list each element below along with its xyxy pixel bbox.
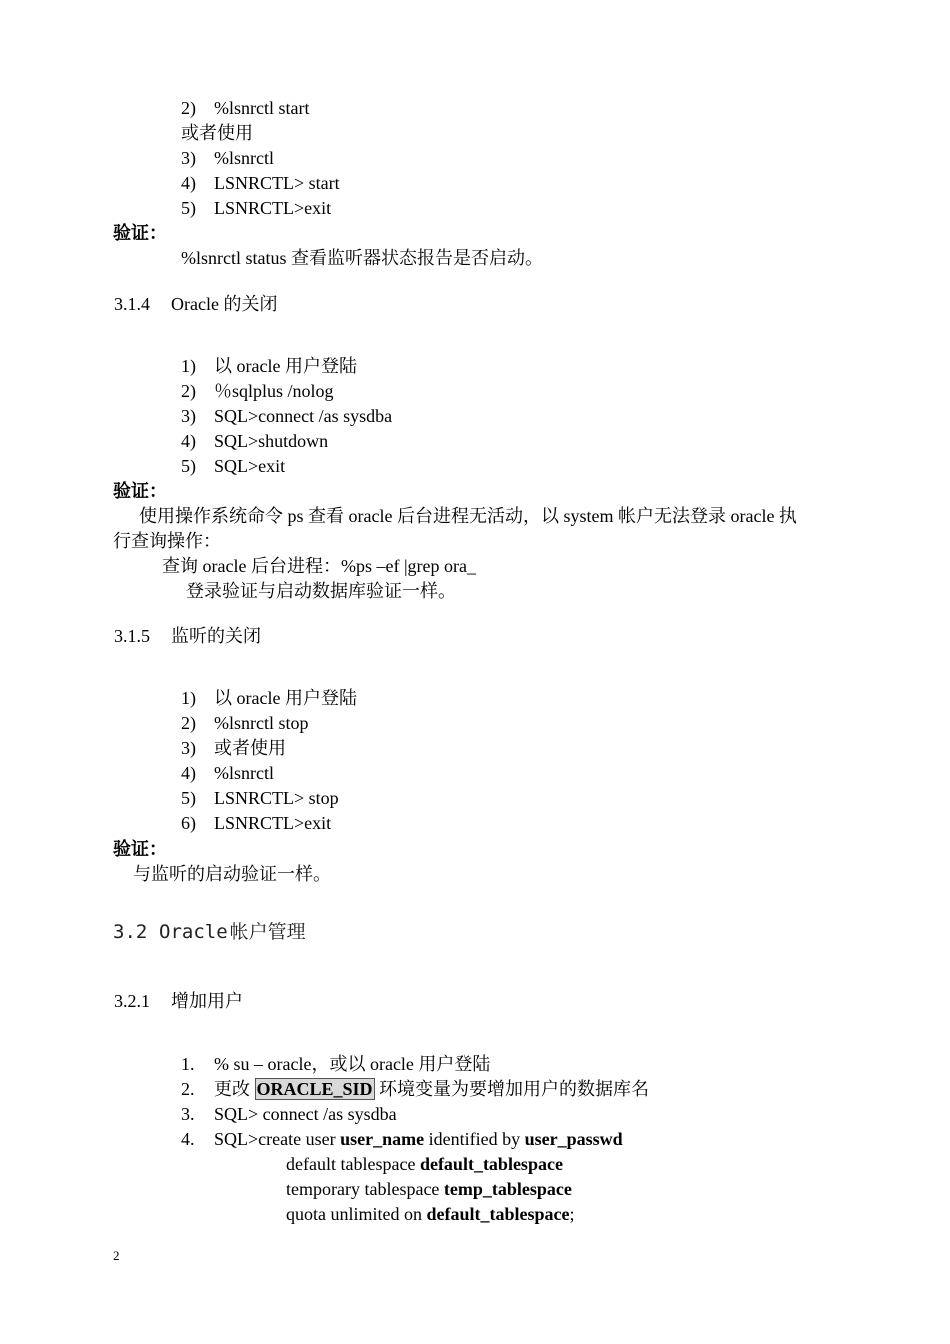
list-item	[181, 172, 340, 194]
list-number: 2)	[181, 381, 196, 401]
list-item	[181, 1103, 397, 1125]
list-item	[181, 455, 285, 477]
list-text: %lsnrctl	[214, 763, 274, 783]
list-number: 4)	[181, 173, 196, 193]
list-text: 更改	[214, 1079, 255, 1099]
section-title: 监听的关闭	[171, 626, 261, 646]
default-tablespace-param: default_tablespace	[419, 1154, 563, 1174]
list-text: LSNRCTL>exit	[214, 198, 332, 218]
list-text: LSNRCTL> start	[214, 173, 340, 193]
list-number: 1)	[181, 688, 196, 708]
list-text: ％sqlplus /nolog	[214, 381, 334, 401]
list-item	[181, 97, 309, 119]
list-text: SQL> connect /as sysdba	[214, 1104, 397, 1124]
verify-label: 验证：	[113, 839, 167, 859]
code-text: ;	[569, 1204, 575, 1224]
verify-text: 使用操作系统命令 ps 查看 oracle 后台进程无活动，以 system 帐户无法登录 oracle 执	[139, 506, 797, 526]
list-item	[181, 712, 309, 734]
verify-text: 行查询操作：	[113, 531, 221, 551]
list-item	[181, 405, 392, 427]
default-tablespace-param: default_tablespace	[426, 1204, 570, 1224]
code-line	[286, 1203, 575, 1225]
list-number: 4)	[181, 763, 196, 783]
section-title: Oracle 的关闭	[171, 294, 278, 314]
section-number: 3.1.5	[114, 626, 150, 646]
oracle-sid-highlight: ORACLE_SID	[256, 1079, 373, 1099]
code-line	[286, 1153, 563, 1175]
verify-label: 验证：	[113, 223, 167, 243]
list-number: 2)	[181, 98, 196, 118]
verify-text: 登录验证与启动数据库验证一样。	[186, 581, 456, 601]
section-title-suffix: 帐户管理	[229, 921, 306, 943]
list-text: 或者使用	[214, 738, 286, 758]
list-number: 6)	[181, 813, 196, 833]
verify-text: 查询 oracle 后台进程：%ps –ef |grep ora_	[162, 556, 477, 576]
list-text: %lsnrctl	[214, 148, 274, 168]
list-item	[181, 1053, 490, 1075]
list-text: LSNRCTL> stop	[214, 788, 339, 808]
list-text: 以 oracle 用户登陆	[214, 356, 357, 376]
section-heading-3-2	[113, 919, 306, 945]
list-item	[181, 737, 286, 759]
page-number: 2	[113, 1248, 120, 1263]
list-number: 2.	[181, 1079, 195, 1099]
list-number: 1.	[181, 1054, 195, 1074]
list-number: 3.	[181, 1104, 195, 1124]
verify-text: 与监听的启动验证一样。	[133, 864, 331, 884]
list-text: SQL>exit	[214, 456, 286, 476]
list-text: identified by	[424, 1129, 525, 1149]
list-item	[181, 1128, 623, 1150]
temp-tablespace-param: temp_tablespace	[443, 1179, 572, 1199]
list-item	[181, 812, 331, 834]
section-title: 增加用户	[171, 991, 243, 1011]
list-number: 4.	[181, 1129, 195, 1149]
list-number: 1)	[181, 356, 196, 376]
list-number: 5)	[181, 198, 196, 218]
list-text: % su – oracle，或以 oracle 用户登陆	[214, 1054, 491, 1074]
list-item	[181, 1078, 649, 1100]
list-number: 3)	[181, 148, 196, 168]
list-item	[181, 147, 274, 169]
code-text: temporary tablespace	[286, 1179, 444, 1199]
list-number: 5)	[181, 788, 196, 808]
verify-text: %lsnrctl status 查看监听器状态报告是否启动。	[181, 248, 543, 268]
list-item	[181, 197, 331, 219]
code-text: default tablespace	[286, 1154, 420, 1174]
section-title-prefix: Oracle	[159, 921, 228, 943]
list-item	[181, 430, 328, 452]
section-number: 3.2.1	[114, 991, 150, 1011]
or-use-text: 或者使用	[181, 123, 253, 143]
list-text: LSNRCTL>exit	[214, 813, 332, 833]
list-item	[181, 380, 334, 402]
list-text: SQL>shutdown	[214, 431, 329, 451]
section-heading-3-2-1	[114, 990, 243, 1012]
user-passwd-param: user_passwd	[524, 1129, 623, 1149]
list-number: 3)	[181, 738, 196, 758]
list-number: 5)	[181, 456, 196, 476]
list-item	[181, 687, 357, 709]
list-text: SQL>create user	[214, 1129, 341, 1149]
list-text: %lsnrctl start	[214, 98, 310, 118]
section-heading-3-1-5	[114, 625, 261, 647]
verify-label: 验证：	[113, 481, 167, 501]
list-text: SQL>connect /as sysdba	[214, 406, 393, 426]
list-number: 2)	[181, 713, 196, 733]
code-line	[286, 1178, 572, 1200]
list-text: 以 oracle 用户登陆	[214, 688, 357, 708]
list-item	[181, 355, 357, 377]
list-item	[181, 787, 339, 809]
list-text: %lsnrctl stop	[214, 713, 309, 733]
code-text: quota unlimited on	[286, 1204, 427, 1224]
section-heading-3-1-4	[114, 293, 277, 315]
section-number: 3.1.4	[114, 294, 150, 314]
list-number: 4)	[181, 431, 196, 451]
list-item	[181, 762, 274, 784]
list-text: 环境变量为要增加用户的数据库名	[374, 1079, 650, 1099]
user-name-param: user_name	[340, 1129, 425, 1149]
section-number: 3.2	[113, 921, 148, 943]
list-number: 3)	[181, 406, 196, 426]
